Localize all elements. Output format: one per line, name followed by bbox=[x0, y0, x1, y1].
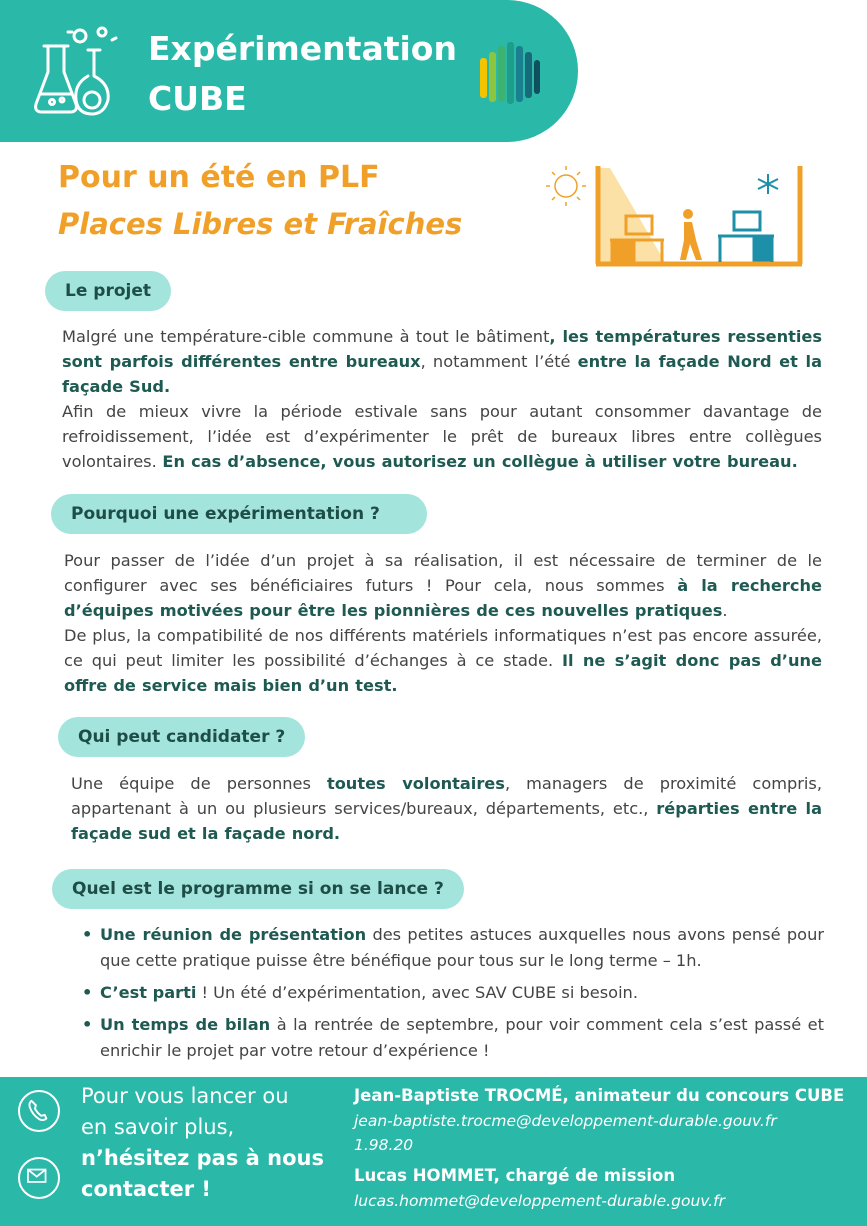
person-walking-icon bbox=[680, 209, 702, 260]
desk-cool bbox=[718, 212, 774, 262]
footer-call-line: Pour vous lancer ou bbox=[81, 1084, 289, 1108]
footer-call-bold: n’hésitez pas à nous bbox=[81, 1146, 324, 1170]
phone-icon bbox=[18, 1090, 60, 1132]
section-heading-pourquoi: Pourquoi une expérimentation ? bbox=[51, 494, 427, 534]
header-title-line2: CUBE bbox=[148, 79, 247, 118]
snowflake-icon bbox=[758, 174, 778, 194]
cube-logo bbox=[476, 40, 544, 106]
list-item: • C’est parti ! Un été d’expérimentation, avec SAV CUBE si besoin. bbox=[82, 980, 824, 1006]
footer-contacts bbox=[354, 1083, 854, 1213]
section-heading-programme: Quel est le programme si on se lance ? bbox=[52, 869, 464, 909]
contact1-name: Jean-Baptiste TROCMÉ, animateur du concours CUBE bbox=[354, 1086, 845, 1105]
contact1-phone: 1.98.20 bbox=[354, 1136, 414, 1154]
footer-call-bold: contacter ! bbox=[81, 1177, 212, 1201]
programme-list bbox=[82, 922, 824, 1070]
section-heading-projet: Le projet bbox=[45, 271, 171, 311]
footer-call-line: en savoir plus, bbox=[81, 1115, 235, 1139]
header-title bbox=[148, 24, 457, 124]
section-heading-qui: Qui peut candidater ? bbox=[58, 717, 305, 757]
section-pourquoi-text: Pour passer de l’idée d’un projet à sa réalisation, il est nécessaire de terminer de le configurer avec ses bénéficiaires futurs ! Pour cela, nous sommes à la recherche d’équipes motivées pour être les pionnières de ces nouvelles pratiques. De plus, la compatibilité de nos différents matériels informatiques n’est pas encore assurée, ce qui peut limiter les possibilité d’échanges à ce stade. Il ne s’agit donc pas d’une offre de service mais bien d’un test. bbox=[64, 551, 822, 695]
mail-icon bbox=[18, 1157, 60, 1199]
header-banner bbox=[0, 0, 578, 142]
office-illustration bbox=[540, 160, 810, 272]
footer-call-to-action bbox=[81, 1081, 341, 1205]
section-projet-text: Malgré une température-cible commune à tout le bâtiment, les températures ressenties sont parfois différentes entre bureaux, notamment l’été entre la façade Nord et la façade Sud. Afin de mieux vivre la période estivale sans pour autant consommer davantage de refroidissement, l’idée est d’expérimenter le prêt de bureaux libres entre collègues volontaires. En cas d’absence, vous autorisez un collègue à utiliser votre bureau. bbox=[62, 327, 822, 471]
contact2-name: Lucas HOMMET, chargé de mission bbox=[354, 1166, 676, 1185]
list-item: • Un temps de bilan à la rentrée de septembre, pour voir comment cela s’est passé et enrichir le projet par votre retour d’expérience ! bbox=[82, 1012, 824, 1064]
page-title: Pour un été en PLF bbox=[58, 160, 380, 195]
lab-flasks-icon bbox=[30, 24, 122, 118]
header-title-line1: Expérimentation bbox=[148, 29, 457, 68]
list-item: • Une réunion de présentation des petites astuces auxquelles nous avons pensé pour que cette pratique puisse être bénéfique pour tous sur le long terme – 1h. bbox=[82, 922, 824, 974]
contact1-email[interactable]: jean-baptiste.trocme@developpement-durable.gouv.fr bbox=[354, 1112, 777, 1130]
section-qui-text: Une équipe de personnes toutes volontaires, managers de proximité compris, appartenant à un ou plusieurs services/bureaux, départements, etc., réparties entre la façade sud et la façade nord. bbox=[71, 774, 822, 843]
contact2-email[interactable]: lucas.hommet@developpement-durable.gouv.fr bbox=[354, 1192, 725, 1210]
sun-icon bbox=[546, 166, 586, 206]
page-subtitle: Places Libres et Fraîches bbox=[58, 207, 463, 241]
